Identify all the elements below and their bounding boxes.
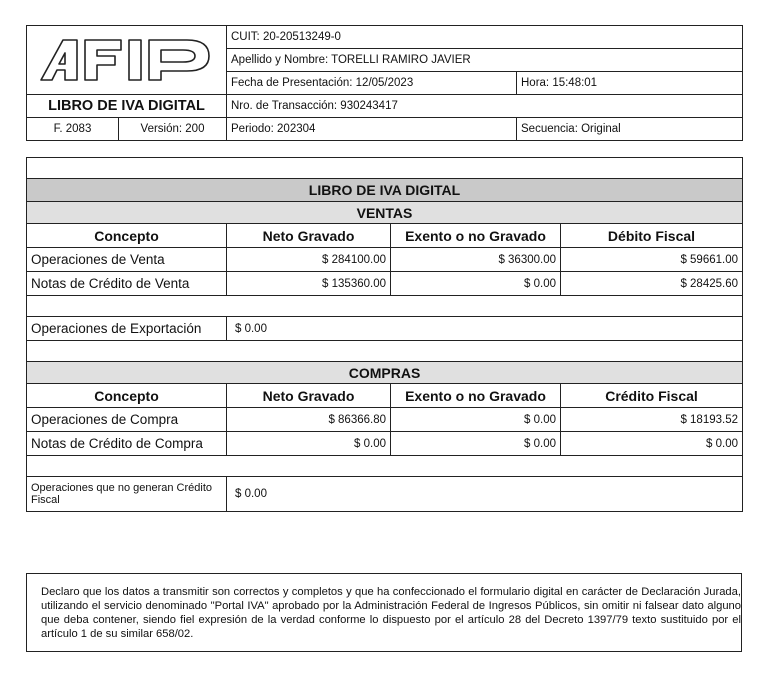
header-table: [26, 25, 743, 141]
row-neto: $ 284100.00: [227, 248, 391, 272]
iva-table: [26, 157, 743, 512]
table-row: [27, 408, 743, 432]
cuit: CUIT: 20-20513249-0: [227, 26, 743, 49]
section-title: LIBRO DE IVA DIGITAL: [27, 179, 743, 202]
table-row: [27, 272, 743, 296]
row-concepto: Notas de Crédito de Compra: [27, 432, 227, 456]
row-fiscal: $ 28425.60: [561, 272, 743, 296]
afip-logo: [27, 26, 227, 95]
table-row: [27, 432, 743, 456]
col-neto-gravado: Neto Gravado: [227, 384, 391, 408]
col-concepto: Concepto: [27, 384, 227, 408]
hora: Hora: 15:48:01: [517, 72, 743, 95]
table-row: [27, 317, 743, 341]
row-exento: $ 0.00: [391, 432, 561, 456]
exportacion-label: Operaciones de Exportación: [27, 317, 227, 341]
libro-title: LIBRO DE IVA DIGITAL: [27, 95, 227, 118]
col-concepto: Concepto: [27, 224, 227, 248]
row-concepto: Operaciones de Venta: [27, 248, 227, 272]
version: Versión: 200: [119, 118, 227, 141]
spacer-row: [27, 158, 743, 179]
nro-transaccion: Nro. de Transacción: 930243417: [227, 95, 743, 118]
afip-logo-text: [217, 34, 218, 35]
no-credito-value: $ 0.00: [227, 477, 743, 512]
row-concepto: Notas de Crédito de Venta: [27, 272, 227, 296]
spacer-row: [27, 456, 743, 477]
exportacion-value: $ 0.00: [227, 317, 743, 341]
spacer-row: [27, 296, 743, 317]
periodo: Periodo: 202304: [227, 118, 517, 141]
afip-logo-icon: [37, 34, 217, 84]
secuencia: Secuencia: Original: [517, 118, 743, 141]
compras-title: COMPRAS: [27, 362, 743, 384]
row-concepto: Operaciones de Compra: [27, 408, 227, 432]
row-neto: $ 135360.00: [227, 272, 391, 296]
col-debito-fiscal: Débito Fiscal: [561, 224, 743, 248]
no-credito-label: Operaciones que no generan Crédito Fiscal: [27, 477, 227, 512]
row-exento: $ 0.00: [391, 272, 561, 296]
fecha-presentacion: Fecha de Presentación: 12/05/2023: [227, 72, 517, 95]
ventas-title: VENTAS: [27, 202, 743, 224]
row-exento: $ 36300.00: [391, 248, 561, 272]
table-row: [27, 248, 743, 272]
spacer-row: [27, 341, 743, 362]
col-neto-gravado: Neto Gravado: [227, 224, 391, 248]
table-row: [27, 477, 743, 512]
row-fiscal: $ 0.00: [561, 432, 743, 456]
row-fiscal: $ 59661.00: [561, 248, 743, 272]
col-credito-fiscal: Crédito Fiscal: [561, 384, 743, 408]
row-neto: $ 86366.80: [227, 408, 391, 432]
formulario-number: F. 2083: [27, 118, 119, 141]
col-exento: Exento o no Gravado: [391, 224, 561, 248]
row-fiscal: $ 18193.52: [561, 408, 743, 432]
declaracion-jurada: Declaro que los datos a transmitir son correctos y completos y que ha confeccionado el formulario digital en carácter de Declaración Jurada, utilizando el servicio denominado "Portal IVA" aprobado por la Administración Federal de Ingresos Públicos, sin omitir ni falsear dato alguno que deba contener, siendo fiel expresión de la verdad conforme lo dispuesto por el artículo 28 del Decreto 1397/79 texto sustituido por el artículo 1 de su similar 658/02.: [26, 573, 742, 652]
col-exento: Exento o no Gravado: [391, 384, 561, 408]
apellido-nombre: Apellido y Nombre: TORELLI RAMIRO JAVIER: [227, 49, 743, 72]
row-exento: $ 0.00: [391, 408, 561, 432]
row-neto: $ 0.00: [227, 432, 391, 456]
